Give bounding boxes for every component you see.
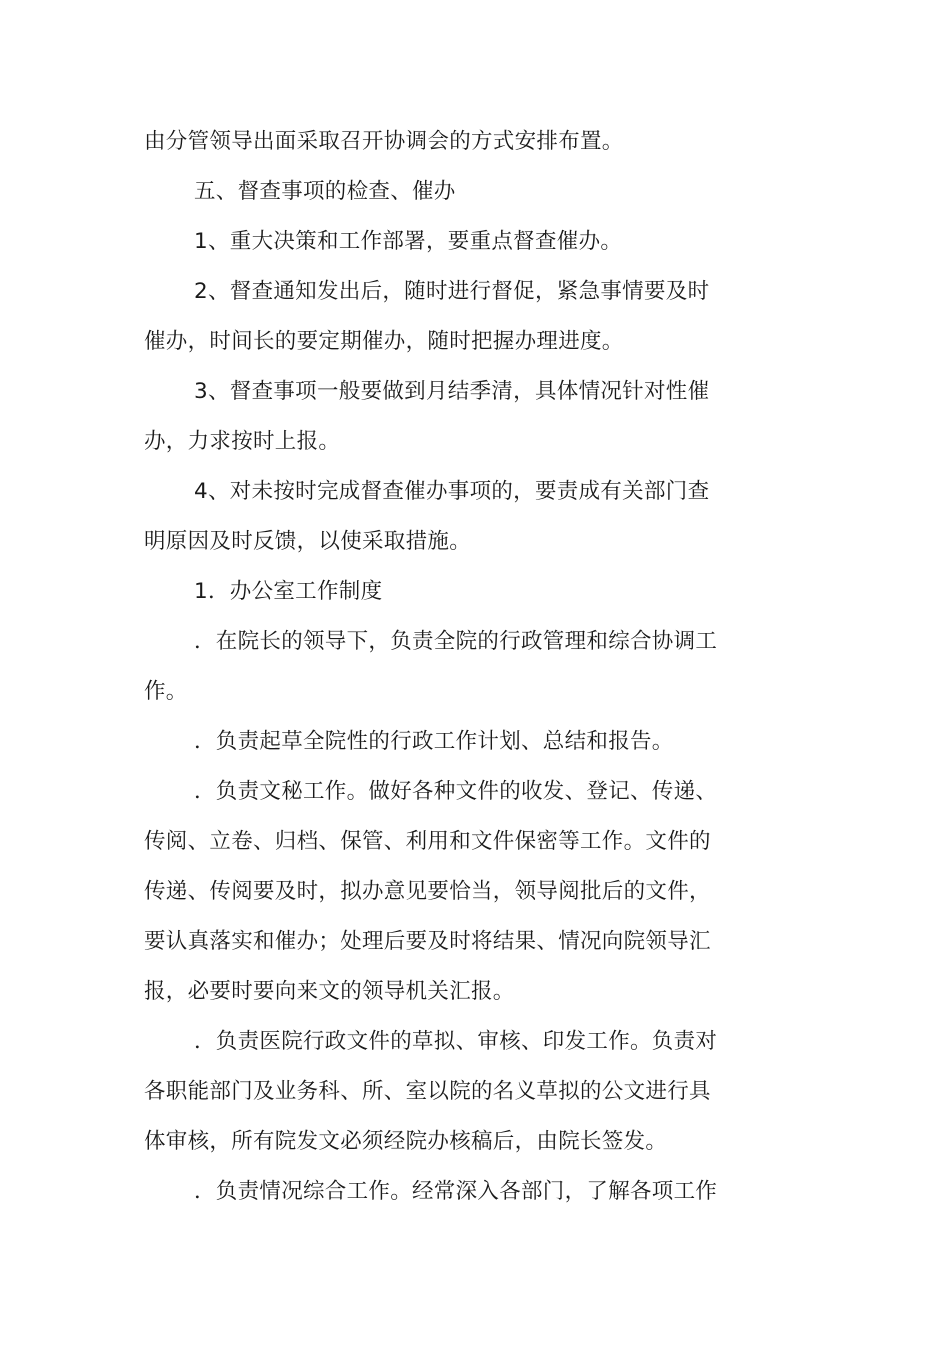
text-line-17: 要认真落实和催办；处理后要及时将结果、情况向院领导汇 (144, 929, 711, 954)
text-line-1: 由分管领导出面采取召开协调会的方式安排布置。 (144, 129, 624, 154)
text-line-19: ．负责医院行政文件的草拟、审核、印发工作。负责对 (194, 1029, 718, 1054)
section-heading-5: 五、督查事项的检查、催办 (194, 179, 456, 204)
text-line-18: 报，必要时要向来文的领导机关汇报。 (144, 979, 515, 1004)
text-line-20: 各职能部门及业务科、所、室以院的名义草拟的公文进行具 (144, 1079, 711, 1104)
text-line-15: 传阅、立卷、归档、保管、利用和文件保密等工作。文件的 (144, 829, 711, 854)
text-line-12: 作。 (144, 679, 188, 704)
text-line-11: ．在院长的领导下，负责全院的行政管理和综合协调工 (194, 629, 718, 654)
text-line-6: 3、督查事项一般要做到月结季清，具体情况针对性催 (194, 379, 710, 404)
text-line-9: 明原因及时反馈，以使采取措施。 (144, 529, 472, 554)
text-line-8: 4、对未按时完成督查催办事项的，要责成有关部门查 (194, 479, 710, 504)
section-heading-office: 1．办公室工作制度 (194, 579, 383, 604)
text-line-7: 办，力求按时上报。 (144, 429, 341, 454)
text-line-3: 1、重大决策和工作部署，要重点督查催办。 (194, 229, 623, 254)
text-line-22: ．负责情况综合工作。经常深入各部门，了解各项工作 (194, 1179, 718, 1204)
text-line-4: 2、督查通知发出后，随时进行督促，紧急事情要及时 (194, 279, 710, 304)
text-line-13: ．负责起草全院性的行政工作计划、总结和报告。 (194, 729, 674, 754)
text-line-16: 传递、传阅要及时，拟办意见要恰当，领导阅批后的文件， (144, 879, 711, 904)
text-line-21: 体审核，所有院发文必须经院办核稿后，由院长签发。 (144, 1129, 668, 1154)
text-line-14: ．负责文秘工作。做好各种文件的收发、登记、传递、 (194, 779, 718, 804)
text-line-5: 催办，时间长的要定期催办，随时把握办理进度。 (144, 329, 624, 354)
